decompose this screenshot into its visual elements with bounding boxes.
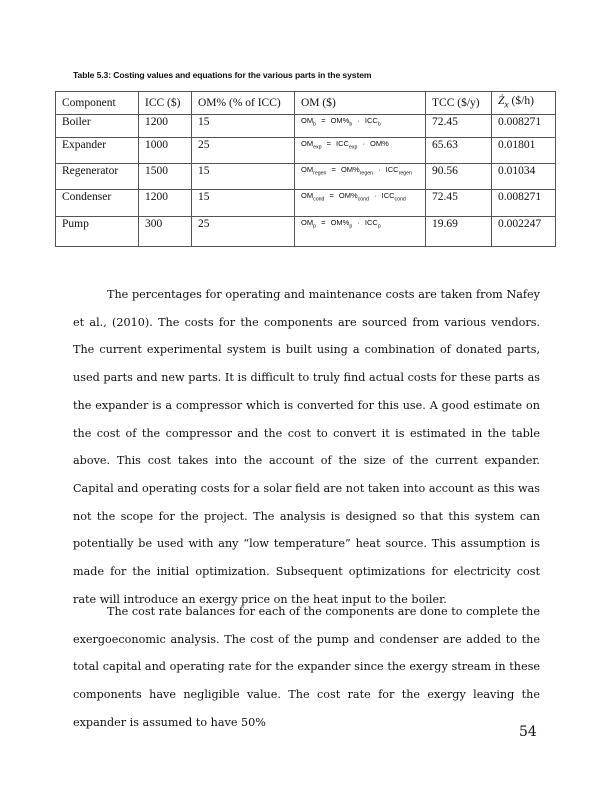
cell-tcc: 19.69 (426, 217, 492, 247)
cell-om-pct: 15 (192, 190, 295, 217)
cell-zx: 0.008271 (492, 115, 556, 138)
cell-om-pct: 25 (192, 138, 295, 164)
body-paragraph-2: The cost rate balances for each of the components are done to complete the exergoeconomic analysis. The cost of the pump and condenser are added to the total capital and operating rate for the expander since the exergy stream in these components have negligible value. The cost rate for the exergy leaving the expander is assumed to have 50% (73, 605, 540, 729)
cell-icc: 1200 (139, 115, 192, 138)
cell-component: Boiler (56, 115, 139, 138)
cell-icc: 1000 (139, 138, 192, 164)
cell-om-equation: $OM_b = OM\%_b \cdot ICC_b$ (295, 115, 426, 138)
cell-tcc: 72.45 (426, 190, 492, 217)
cell-zx: 0.01801 (492, 138, 556, 164)
cell-om-equation: $OM_{cond} = OM\%_{cond} \cdot ICC_{cond}$ (295, 190, 426, 217)
cell-om-equation: $OM_p = OM\%_p \cdot ICC_p$ (295, 217, 426, 247)
table-row (56, 115, 556, 138)
page-number: 54 (519, 724, 537, 740)
cell-zx: 0.008271 (492, 190, 556, 217)
table-caption: Table 5.3: Costing values and equations for the various parts in the system (73, 70, 372, 80)
cell-tcc: 65.63 (426, 138, 492, 164)
body-paragraph-1: The percentages for operating and maintenance costs are taken from Nafey et al., (2010). The costs for the components are sourced from various vendors. The current experimental system is built using a combination of donated parts, used parts and new parts. It is difficult to truly find actual costs for these parts as the expander is a compressor which is converted for this use. A good estimate on the cost of the compressor and the cost to convert it is estimated in the table above. This cost takes into the account of the size of the current expander. Capital and operating costs for a solar field are not taken into account as this was not the scope for the project. The analysis is designed so that this system can potentially be used with any “low temperature” heat source. This assumption is made for the initial optimization. Subsequent optimizations for electricity cost rate will introduce an exergy price on the heat input to the boiler. (73, 288, 540, 606)
header-om: OM ($) (295, 92, 426, 115)
cell-tcc: 90.56 (426, 164, 492, 190)
header-om-pct: OM% (% of ICC) (192, 92, 295, 115)
cell-om-pct: 25 (192, 217, 295, 247)
cell-component: Regenerator (56, 164, 139, 190)
header-zx: $Ż_x$ ($/h) (492, 92, 556, 115)
cell-tcc: 72.45 (426, 115, 492, 138)
cell-icc: 300 (139, 217, 192, 247)
table-row (56, 164, 556, 190)
header-tcc: TCC ($/y) (426, 92, 492, 115)
cell-om-pct: 15 (192, 115, 295, 138)
cell-icc: 1500 (139, 164, 192, 190)
table-row (56, 217, 556, 247)
cell-om-pct: 15 (192, 164, 295, 190)
cell-icc: 1200 (139, 190, 192, 217)
cell-component: Condenser (56, 190, 139, 217)
cell-om-equation: $OM_{exp} = ICC_{exp} \cdot OM\%$ (295, 138, 426, 164)
cell-component: Expander (56, 138, 139, 164)
header-icc: ICC ($) (139, 92, 192, 115)
costing-table (55, 91, 556, 247)
header-component: Component (56, 92, 139, 115)
table-header-row (56, 92, 556, 115)
cell-component: Pump (56, 217, 139, 247)
cell-zx: 0.002247 (492, 217, 556, 247)
cell-om-equation: $OM_{regen} = OM\%_{regen} \cdot ICC_{regen}$ (295, 164, 426, 190)
table-row (56, 138, 556, 164)
cell-zx: 0.01034 (492, 164, 556, 190)
table-row (56, 190, 556, 217)
